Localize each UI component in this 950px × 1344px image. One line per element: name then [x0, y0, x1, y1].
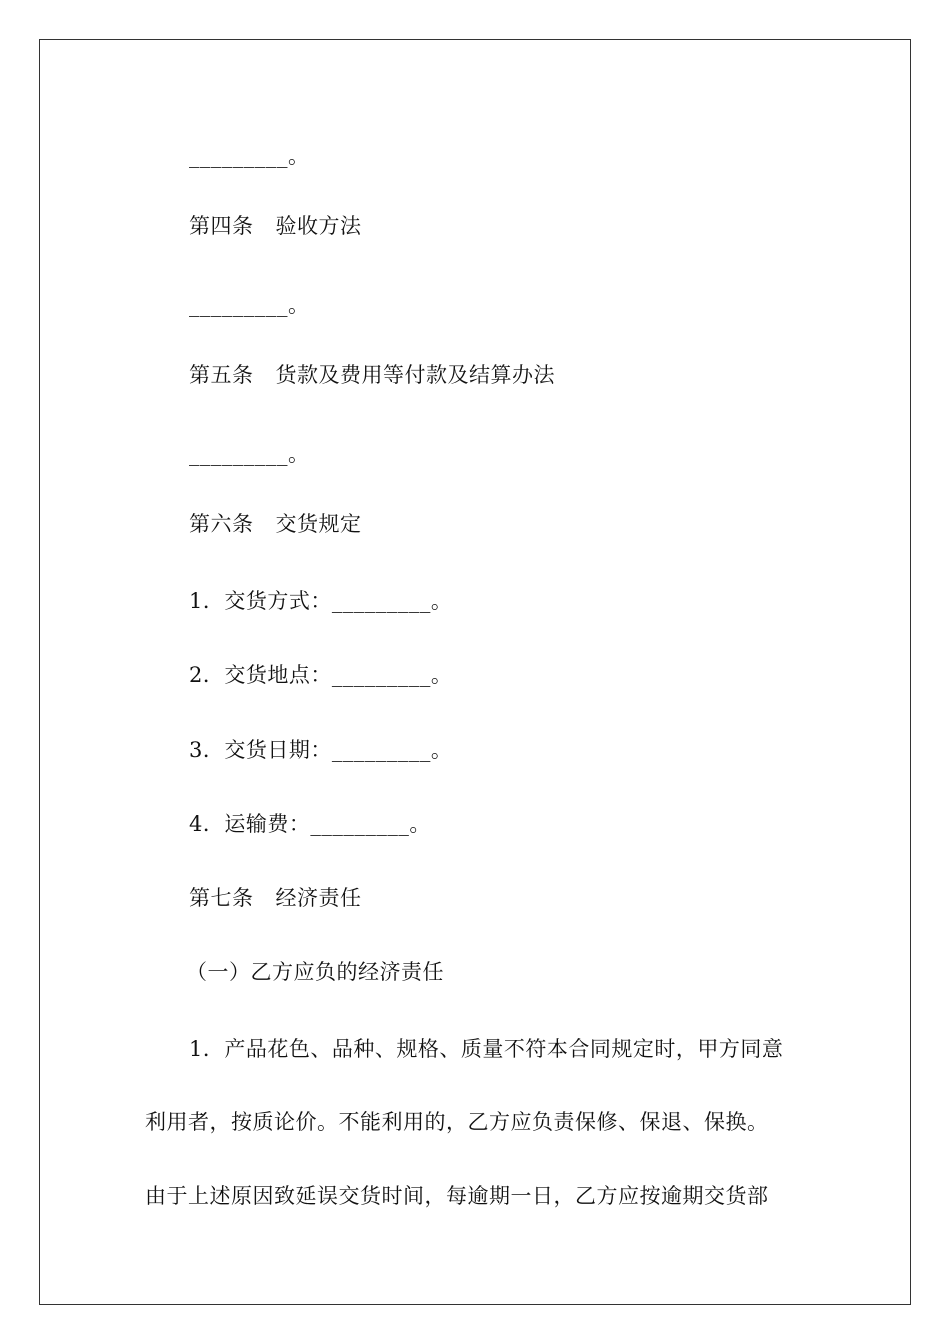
- article-6-number: 第六条: [189, 512, 254, 536]
- blank-line-3: _________。: [189, 442, 310, 466]
- article-7-title: 经济责任: [275, 886, 362, 910]
- paragraph-line-1: 1．产品花色、品种、规格、质量不符本合同规定时，甲方同意: [189, 1037, 784, 1061]
- article-7-heading: [189, 884, 362, 912]
- article-5-title: 货款及费用等付款及结算办法: [275, 363, 555, 387]
- paragraph-line-2: 利用者，按质论价。不能利用的，乙方应负责保修、保退、保换。: [145, 1110, 769, 1134]
- paragraph-line-3: 由于上述原因致延误交货时间，每逾期一日，乙方应按逾期交货部: [145, 1184, 769, 1208]
- delivery-method: 1．交货方式：_________。: [189, 589, 453, 613]
- blank-line-1: _________。: [189, 144, 310, 168]
- article-6-title: 交货规定: [275, 512, 362, 536]
- article-5-heading: [189, 361, 555, 389]
- article-4-title: 验收方法: [275, 214, 362, 238]
- blank-line-2: _________。: [189, 293, 310, 317]
- section-1-heading: （一）乙方应负的经济责任: [186, 960, 444, 984]
- shipping-fee: 4．运输费：_________。: [189, 812, 431, 836]
- article-6-heading: [189, 510, 362, 538]
- delivery-date: 3．交货日期：_________。: [189, 738, 453, 762]
- article-4-heading: [189, 212, 362, 240]
- article-4-number: 第四条: [189, 214, 254, 238]
- article-7-number: 第七条: [189, 886, 254, 910]
- delivery-location: 2．交货地点：_________。: [189, 663, 453, 687]
- article-5-number: 第五条: [189, 363, 254, 387]
